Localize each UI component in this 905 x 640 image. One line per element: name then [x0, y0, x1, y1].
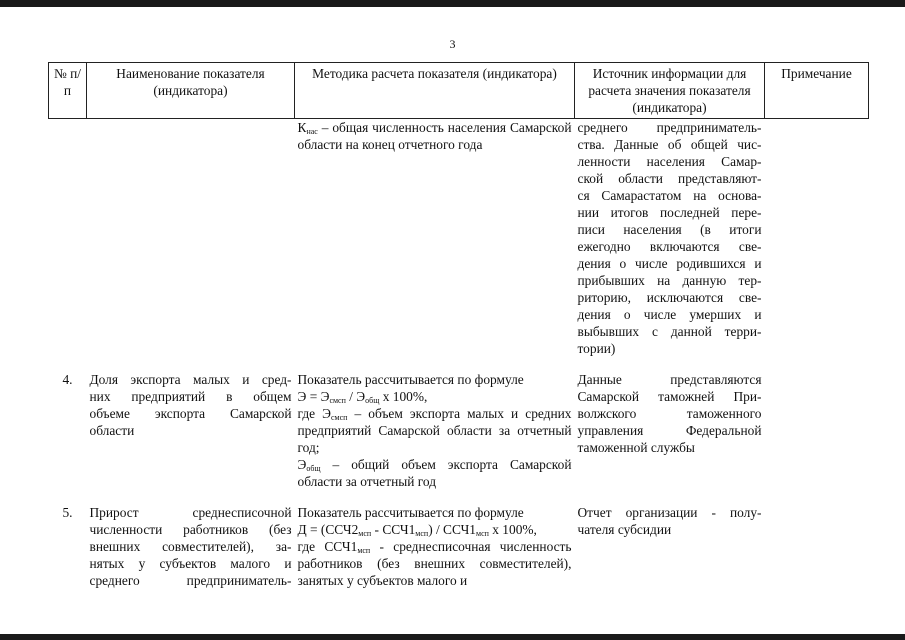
method-subscript: нас: [306, 127, 318, 136]
def-sub: смсп: [331, 413, 348, 422]
top-border-line: [0, 0, 905, 7]
source-line: прибывших на данную тер-: [577, 273, 762, 288]
name-line: объеме экспорта Самарской: [89, 406, 292, 421]
def-part: где Э: [297, 406, 331, 421]
def-sub: общ: [306, 464, 321, 473]
source-line: тории): [577, 341, 616, 356]
name-line: внешних совместителей), за-: [89, 539, 292, 554]
method-formula: [298, 521, 572, 538]
source-line: выбывших с данной терри-: [577, 324, 762, 339]
table-row-4: [49, 371, 869, 490]
source-line: волжского таможенного: [577, 406, 762, 421]
source-line: ся Самарастатом на основа-: [577, 188, 762, 203]
source-line: нии итогов последней пере-: [577, 205, 762, 220]
cell-source: [575, 371, 765, 490]
bottom-border-line: [0, 634, 905, 640]
cell-note: [765, 119, 869, 358]
formula-part: x 100%,: [488, 522, 537, 537]
header-name: Наименование показателя (индикатора): [87, 63, 295, 119]
table-row-5: [49, 504, 869, 589]
def-part: где ССЧ1: [297, 539, 358, 554]
source-line: таможенной службы: [577, 440, 695, 455]
cell-method: [295, 371, 575, 490]
formula-part: / Э: [345, 389, 366, 404]
header-note: Примечание: [765, 63, 869, 119]
cell-note: [765, 504, 869, 589]
source-line: ленности населения Самар-: [577, 154, 762, 169]
source-line: управления Федеральной: [577, 423, 762, 438]
name-line: нятых у субъектов малого и: [89, 556, 292, 571]
def-part: - среднесписочная численность работников (без внешних совместителей), занятых у субъектов малого и: [297, 539, 572, 588]
method-intro: Показатель рассчитывается по формуле: [297, 505, 524, 520]
source-line: ежегодно включаются све-: [577, 239, 762, 254]
cell-name: [87, 504, 295, 589]
source-line: чателя субсидии: [577, 522, 672, 537]
formula-part: ) / ССЧ1: [428, 522, 476, 537]
header-source: Источник информации для расчета значения показателя (индикатора): [575, 63, 765, 119]
name-line: Прирост среднесписочной: [89, 505, 292, 520]
cell-num: [49, 119, 87, 358]
formula-part: x 100%,: [379, 389, 428, 404]
source-line: Отчет организации - полу-: [577, 505, 762, 520]
cell-num: 5.: [62, 505, 73, 520]
name-line: среднего предприниматель-: [89, 573, 292, 588]
cell-source: [575, 504, 765, 589]
formula-sub: мсп: [358, 529, 372, 538]
source-line: ства. Данные об общей чис-: [577, 137, 762, 152]
source-line: среднего предприниматель-: [577, 120, 762, 135]
formula-sub: мсп: [415, 529, 429, 538]
formula-part: - ССЧ1: [371, 522, 416, 537]
cell-num: 4.: [62, 372, 73, 387]
method-formula: [298, 388, 572, 405]
formula-sub: смсп: [329, 396, 346, 405]
cell-note: [765, 371, 869, 490]
cell-name: [87, 119, 295, 358]
formula-sub: мсп: [476, 529, 489, 538]
name-line: численности работников (без: [89, 522, 292, 537]
source-line: ской области представляют-: [577, 171, 762, 186]
header-method: Методика расчета показателя (индикатора): [295, 63, 575, 119]
formula-sub: общ: [365, 396, 380, 405]
source-line: дения о числе родившихся и: [577, 256, 762, 271]
source-line: Самарской таможней При-: [577, 389, 762, 404]
name-line: области: [89, 423, 135, 438]
def-part: Э: [297, 457, 307, 472]
formula-part: Э = Э: [297, 389, 330, 404]
cell-source: [575, 119, 765, 358]
formula-part: Д = (ССЧ2: [297, 522, 359, 537]
page-number: 3: [449, 37, 456, 51]
cell-name: [87, 371, 295, 490]
method-intro: Показатель рассчитывается по формуле: [297, 372, 524, 387]
method-definition: [298, 405, 572, 456]
header-num: № п/п: [49, 63, 87, 119]
cell-method: [295, 504, 575, 589]
table-header: [49, 63, 869, 119]
method-symbol: К: [297, 120, 307, 135]
source-line: дения о числе умерших и: [577, 307, 762, 322]
table-row-continuation: [49, 119, 869, 358]
def-sub: мсп: [357, 546, 371, 555]
source-line: писи населения (в итоги: [577, 222, 762, 237]
def-part: – общий объем экспорта Самарской области за отчетный год: [297, 457, 572, 489]
def-part: – объем экспорта малых и средних предприятий Самарской области за отчетный год;: [297, 406, 572, 455]
source-line: Данные представляются: [577, 372, 762, 387]
source-line: риторию, исключаются све-: [577, 290, 762, 305]
name-line: них предприятий в общем: [89, 389, 292, 404]
method-definition: [298, 538, 572, 589]
cell-method: [295, 119, 575, 358]
method-text: – общая численность населения Самарской области на конец отчетного года: [297, 120, 572, 152]
method-definition: [298, 456, 572, 490]
name-line: Доля экспорта малых и сред-: [89, 372, 292, 387]
indicators-table: [48, 62, 869, 589]
